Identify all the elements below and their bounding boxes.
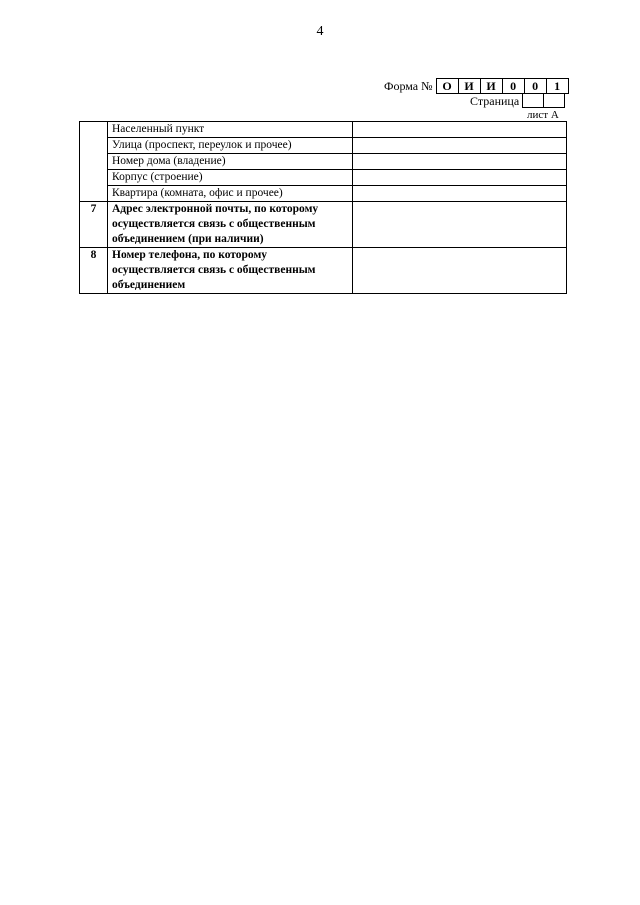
page-label: Страница [470, 94, 520, 108]
form-code-cell: 0 [525, 79, 547, 93]
form-number-label: Форма № [384, 79, 433, 93]
field-value[interactable] [353, 170, 567, 186]
table-row [80, 170, 567, 186]
form-code-cell: 1 [554, 79, 561, 93]
page-cells [522, 94, 565, 108]
form-code-cell: О [437, 79, 459, 93]
field-label: Квартира (комната, офис и прочее) [108, 186, 353, 202]
table-row [80, 202, 567, 248]
row-number-cell: 7 [80, 202, 108, 248]
table-row [80, 186, 567, 202]
table-row [80, 248, 567, 294]
field-value[interactable] [353, 186, 567, 202]
sheet-label: лист А [527, 109, 559, 121]
table-row [80, 154, 567, 170]
page-number-field [470, 94, 565, 108]
page-cell[interactable] [523, 94, 544, 107]
field-label: Номер дома (владение) [108, 154, 353, 170]
field-label: Населенный пункт [108, 122, 353, 138]
form-code-cell: И [459, 79, 481, 93]
field-label: Номер телефона, по которому осуществляется связь с общественным объединением [108, 248, 353, 294]
page-cell[interactable] [544, 94, 564, 107]
field-value[interactable] [353, 138, 567, 154]
field-value[interactable] [353, 122, 567, 138]
field-value[interactable] [353, 154, 567, 170]
field-label: Корпус (строение) [108, 170, 353, 186]
row-number-cell: 8 [80, 248, 108, 294]
field-label: Улица (проспект, переулок и прочее) [108, 138, 353, 154]
field-value[interactable] [353, 202, 567, 248]
table-row [80, 138, 567, 154]
form-table [79, 121, 567, 294]
form-code-cell: 0 [503, 79, 525, 93]
form-number-header [384, 78, 569, 94]
table-row [80, 122, 567, 138]
page-number: 4 [316, 24, 324, 39]
form-code-cell: И [481, 79, 503, 93]
field-value[interactable] [353, 248, 567, 294]
form-code-cells [436, 78, 569, 94]
field-label: Адрес электронной почты, по которому осуществляется связь с общественным объединением (при наличии) [108, 202, 353, 248]
row-number-cell [80, 122, 108, 202]
